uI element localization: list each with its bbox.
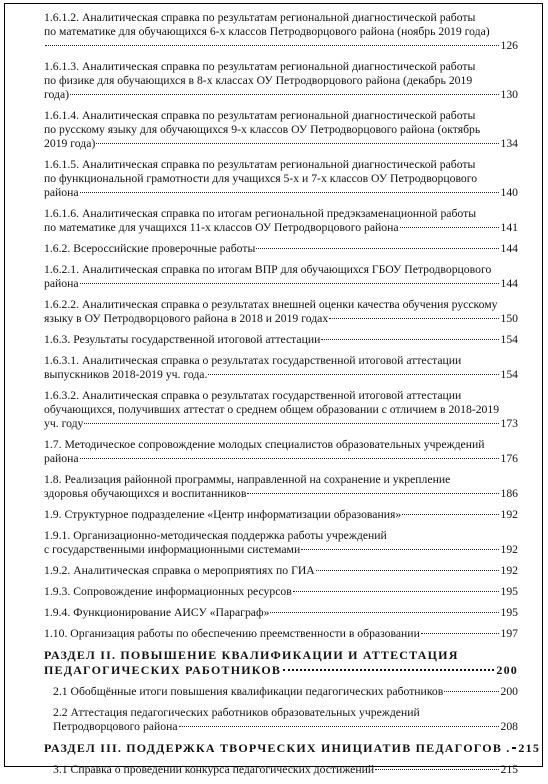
- toc-entry-text: 2019 года): [44, 137, 96, 150]
- page-number: 130: [500, 88, 518, 101]
- dot-leader: [256, 248, 499, 249]
- dot-leader: [402, 514, 499, 515]
- toc-entry[interactable]: [44, 564, 518, 578]
- toc-entry-text: 1.8. Реализация районной программы, направленной на сохранение и укрепление: [44, 473, 451, 486]
- toc-entry-text: Петродворцового района: [53, 720, 178, 733]
- dot-leader: [45, 45, 499, 46]
- toc-entry[interactable]: [44, 585, 518, 599]
- toc-entry[interactable]: [44, 207, 518, 235]
- toc-entry-last-line: [44, 368, 518, 382]
- toc-entry[interactable]: [44, 60, 518, 102]
- toc-entry-text: 1.9.2. Аналитическая справка о мероприятиях по ГИА: [44, 564, 315, 577]
- toc-entry[interactable]: [44, 263, 518, 291]
- toc-entry-text: с государственными информационными системами: [44, 543, 301, 556]
- toc-entry-last-line: [44, 186, 518, 200]
- section-heading[interactable]: [44, 648, 518, 678]
- toc-entry-text: 1.6.2.2. Аналитическая справка о результатах внешней оценки качества обучения русскому: [44, 298, 498, 311]
- toc-entry-last-line: [44, 741, 541, 756]
- page-number: 192: [500, 543, 518, 556]
- toc-entry[interactable]: [44, 706, 518, 734]
- page-number: 126: [500, 39, 518, 52]
- toc-entry-text: 1.6.1.5. Аналитическая справка по результатам региональной диагностической работы: [44, 158, 476, 171]
- page-number: 154: [500, 368, 518, 381]
- page-number: 144: [500, 277, 518, 290]
- toc-entry-text: 1.6.2.1. Аналитическая справка по итогам ВПР для обучающихся ГБОУ Петродворцового: [44, 263, 492, 276]
- dot-leader: [96, 143, 499, 144]
- page-number: 195: [500, 585, 518, 598]
- page-number: 192: [500, 564, 518, 577]
- toc-entry-text: 1.9.1. Организационно-методическая поддержка работы учреждений: [44, 529, 387, 542]
- toc-entry-text: 1.9.3. Сопровождение информационных ресурсов: [44, 585, 292, 598]
- toc-entry-last-line: [44, 39, 518, 53]
- page-number: 200: [496, 663, 518, 677]
- toc-entry-text: по физике для обучающихся в 8-х классах ОУ Петродворцового района (декабрь 2019: [44, 74, 473, 87]
- dot-leader: [84, 423, 499, 424]
- toc-entry[interactable]: [44, 473, 518, 501]
- toc-entry-last-line: [44, 277, 518, 291]
- toc-entry[interactable]: [44, 298, 518, 326]
- page-number: 176: [500, 452, 518, 465]
- page-number: 144: [500, 242, 518, 255]
- page-number: 208: [500, 720, 518, 733]
- toc-entry-text: района: [44, 277, 79, 290]
- dot-leader: [375, 769, 499, 770]
- toc-entry-text: по функциональной грамотности для учащихся 5-х и 7-х классов ОУ Петродворцового: [44, 172, 478, 185]
- toc-entry-text: года): [44, 88, 70, 101]
- page-number: 154: [500, 333, 518, 346]
- toc-entry-text: района: [44, 186, 79, 199]
- toc-entry-text: 1.6.1.6. Аналитическая справка по итогам региональной предэкзаменационной работы: [44, 207, 477, 220]
- toc-entry-last-line: [44, 487, 518, 501]
- dot-leader: [293, 591, 500, 592]
- toc-entry[interactable]: [44, 158, 518, 200]
- dot-leader: [208, 374, 499, 375]
- dot-leader: [179, 726, 500, 727]
- dot-leader: [270, 612, 499, 613]
- toc-entry-last-line: [44, 417, 518, 431]
- toc-entry-text: по математике для учащихся 11-х классов ОУ Петродворцового района: [44, 221, 399, 234]
- table-of-contents: [44, 11, 541, 784]
- toc-entry-text: 2.2 Аттестация педагогических работников образовательных учреждений: [53, 706, 420, 719]
- toc-entry[interactable]: [44, 685, 518, 699]
- toc-entry-text: ПЕДАГОГИЧЕСКИХ РАБОТНИКОВ: [44, 663, 282, 677]
- dot-leader: [512, 747, 516, 749]
- toc-entry-last-line: [44, 543, 518, 557]
- page-number: 215: [500, 763, 518, 776]
- toc-entry-last-line: [44, 627, 518, 641]
- dot-leader: [444, 691, 499, 692]
- dot-leader: [247, 493, 499, 494]
- toc-entry-text: 1.6.1.3. Аналитическая справка по результатам региональной диагностической работы: [44, 60, 476, 73]
- toc-entry-text: 1.6.1.2. Аналитическая справка по результатам региональной диагностической работы: [44, 11, 476, 24]
- toc-entry-text: 1.6.3.2. Аналитическая справка о результатах государственной итоговой аттестации: [44, 389, 462, 402]
- toc-entry[interactable]: [44, 438, 518, 466]
- page-number: 200: [500, 685, 518, 698]
- toc-entry-last-line: [44, 585, 518, 599]
- toc-entry-text: 1.6.3.1. Аналитическая справка о результатах государственной итоговой аттестации: [44, 354, 462, 367]
- toc-entry[interactable]: [44, 242, 518, 256]
- toc-entry-last-line: [44, 564, 518, 578]
- toc-entry-text: 3.1 Справка о проведении конкурса педагогических достижений: [53, 763, 375, 776]
- dot-leader: [316, 570, 500, 571]
- page-number: 195: [500, 606, 518, 619]
- toc-entry[interactable]: [44, 606, 518, 620]
- dot-leader: [80, 458, 500, 459]
- toc-entry-text: РАЗДЕЛ III. ПОДДЕРЖКА ТВОРЧЕСКИХ ИНИЦИАТИВ ПЕДАГОГОВ .: [44, 741, 511, 755]
- toc-entry[interactable]: [44, 354, 518, 382]
- dot-leader: [283, 669, 494, 671]
- page-number: 134: [500, 137, 518, 150]
- page-number: 197: [500, 627, 518, 640]
- toc-entry-text: РАЗДЕЛ II. ПОВЫШЕНИЕ КВАЛИФИКАЦИИ И АТТЕСТАЦИЯ: [44, 648, 459, 662]
- page-number: 186: [500, 487, 518, 500]
- toc-entry-text: по математике для обучающихся 6-х классов Петродворцового района (ноябрь 2019 года): [44, 25, 490, 38]
- toc-entry-text: 2.1 Обобщённые итоги повышения квалификации педагогических работников: [53, 685, 444, 698]
- section-heading[interactable]: [44, 741, 541, 756]
- toc-entry-last-line: [44, 452, 518, 466]
- toc-entry[interactable]: [44, 389, 518, 431]
- toc-entry-last-line: [53, 763, 518, 777]
- toc-entry-last-line: [53, 685, 518, 699]
- toc-entry-text: уч. году: [44, 417, 84, 430]
- page-number: 150: [500, 312, 518, 325]
- page-number: 173: [500, 417, 518, 430]
- toc-entry-last-line: [44, 88, 518, 102]
- toc-entry[interactable]: [44, 109, 518, 151]
- toc-entry-text: 1.6.1.4. Аналитическая справка по результатам региональной диагностической работы: [44, 109, 476, 122]
- toc-entry-text: обучающихся, получивших аттестат о среднем общем образовании с отличием в 2018-2019: [44, 403, 500, 416]
- dot-leader: [301, 549, 499, 550]
- toc-entry-text: по русскому языку для обучающихся 9-х классов ОУ Петродворцового района (октябрь: [44, 123, 481, 136]
- toc-entry[interactable]: [44, 529, 518, 557]
- toc-entry[interactable]: [44, 11, 518, 53]
- dot-leader: [329, 318, 499, 319]
- page-number: 215: [518, 741, 541, 755]
- toc-entry-last-line: [44, 312, 518, 326]
- toc-entry-text: 1.9. Структурное подразделение «Центр информатизации образования»: [44, 508, 402, 521]
- toc-entry[interactable]: [44, 763, 518, 777]
- toc-entry-last-line: [44, 137, 518, 151]
- toc-entry-last-line: [53, 720, 518, 734]
- toc-entry-last-line: [44, 606, 518, 620]
- toc-entry-text: 1.9.4. Функционирование АИСУ «Параграф»: [44, 606, 270, 619]
- toc-entry[interactable]: [44, 333, 518, 347]
- toc-entry-text: языку в ОУ Петродворцового района в 2018 и 2019 годах: [44, 312, 329, 325]
- dot-leader: [400, 227, 500, 228]
- toc-entry-text: выпускников 2018-2019 уч. года.: [44, 368, 208, 381]
- page-number: 192: [500, 508, 518, 521]
- dot-leader: [321, 339, 499, 340]
- toc-entry-text: 1.7. Методическое сопровождение молодых специалистов образовательных учреждений: [44, 438, 485, 451]
- toc-entry-last-line: [44, 508, 518, 522]
- toc-entry[interactable]: [44, 508, 518, 522]
- page-number: 140: [500, 186, 518, 199]
- dot-leader: [80, 283, 500, 284]
- toc-entry[interactable]: [44, 627, 518, 641]
- toc-entry-text: района: [44, 452, 79, 465]
- dot-leader: [80, 192, 500, 193]
- toc-entry-text: 1.6.2. Всероссийские проверочные работы: [44, 242, 256, 255]
- page-number: 141: [500, 221, 518, 234]
- dot-leader: [421, 633, 500, 634]
- toc-entry-last-line: [44, 221, 518, 235]
- dot-leader: [70, 94, 499, 95]
- toc-entry-text: здоровья обучающихся и воспитанников: [44, 487, 247, 500]
- toc-entry-last-line: [44, 333, 518, 347]
- toc-entry-last-line: [44, 663, 518, 678]
- document-page: [4, 3, 543, 776]
- toc-entry-text: 1.10. Организация работы по обеспечению преемственности в образовании: [44, 627, 420, 640]
- toc-entry-text: 1.6.3. Результаты государственной итоговой аттестации: [44, 333, 321, 346]
- toc-entry-last-line: [44, 242, 518, 256]
